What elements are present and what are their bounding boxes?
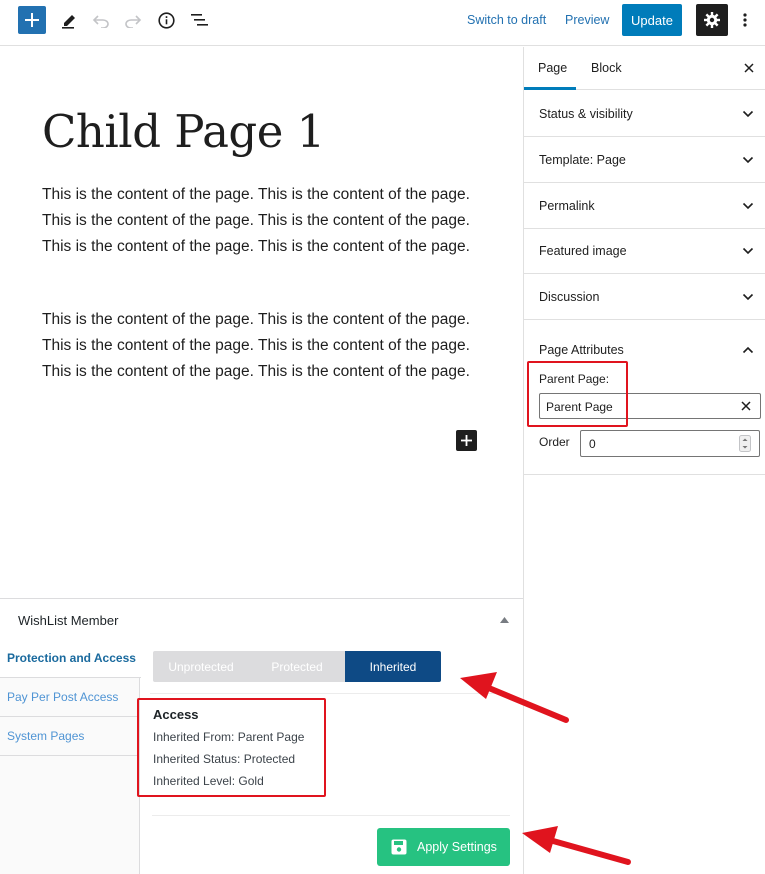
switch-to-draft-link[interactable]: Switch to draft [467, 13, 547, 27]
pencil-icon [61, 13, 77, 29]
parent-page-value: Parent Page [546, 400, 613, 414]
close-icon[interactable] [742, 61, 756, 75]
spinner-arrows-icon[interactable] [739, 435, 751, 452]
details-button[interactable] [155, 9, 177, 31]
save-icon [391, 839, 407, 855]
panel-label: Discussion [539, 290, 600, 304]
order-input[interactable] [580, 430, 760, 457]
chevron-down-icon [742, 293, 754, 301]
chevron-down-icon [742, 202, 754, 210]
apply-settings-button[interactable] [377, 828, 510, 866]
update-button[interactable]: Update [622, 4, 682, 36]
page-title[interactable]: Child Page 1 [42, 105, 325, 158]
panel-label: Template: Page [539, 153, 626, 167]
divider [152, 815, 510, 816]
parent-page-label: Parent Page: [539, 372, 610, 386]
settings-sidebar [524, 47, 765, 874]
order-label: Order [539, 435, 570, 449]
inherited-option[interactable]: Inherited [345, 651, 441, 682]
nav-pay-per-post[interactable]: Pay Per Post Access [0, 678, 140, 717]
nav-system-pages[interactable]: System Pages [0, 717, 140, 756]
close-icon[interactable] [740, 400, 752, 412]
add-block-button[interactable] [18, 6, 46, 34]
inherited-level: Inherited Level: Gold [153, 774, 264, 788]
protected-option[interactable]: Protected [249, 651, 345, 682]
list-view-icon [191, 13, 208, 27]
metabox-title: WishList Member [18, 613, 119, 628]
list-view-button[interactable] [188, 9, 210, 31]
inherited-from: Inherited From: Parent Page [153, 730, 305, 744]
panel-label: Status & visibility [539, 107, 633, 121]
redo-icon [124, 14, 142, 28]
caret-up-icon[interactable] [500, 617, 509, 623]
panel-permalink[interactable] [524, 183, 765, 229]
panel-label[interactable]: Page Attributes [539, 343, 624, 357]
undo-button[interactable] [90, 10, 112, 32]
paragraph-block[interactable]: This is the content of the page. This is the content of the page. This is the content of the page. This is the content of the page. This is the content of the page. This is the content of the page. [42, 186, 470, 255]
gear-icon [704, 12, 720, 28]
panel-label: Featured image [539, 244, 627, 258]
panel-label: Permalink [539, 199, 595, 213]
nav-protection-access[interactable]: Protection and Access [0, 639, 141, 678]
more-vertical-icon [743, 13, 747, 27]
redo-button[interactable] [122, 10, 144, 32]
protection-toggle [153, 651, 441, 682]
sidebar-tabs [524, 47, 765, 90]
panel-featured-image[interactable] [524, 228, 765, 274]
inherited-status: Inherited Status: Protected [153, 752, 296, 766]
paragraph-block[interactable]: This is the content of the page. This is the content of the page. This is the content of the page. This is the content of the page. This is the content of the page. This is the content of the page. [42, 311, 470, 380]
divider [150, 693, 510, 694]
order-value: 0 [589, 437, 596, 451]
apply-settings-label: Apply Settings [417, 840, 497, 854]
active-tab-indicator [524, 87, 576, 90]
settings-button[interactable] [696, 4, 728, 36]
plus-icon [25, 13, 39, 27]
tab-page[interactable]: Page [538, 61, 568, 75]
chevron-down-icon [742, 110, 754, 118]
tools-button[interactable] [58, 10, 80, 32]
preview-link[interactable]: Preview [565, 13, 610, 27]
chevron-down-icon [742, 247, 754, 255]
tab-block[interactable]: Block [591, 61, 622, 75]
panel-status-visibility[interactable] [524, 91, 765, 137]
panel-discussion[interactable] [524, 274, 765, 320]
inline-add-block-button[interactable] [456, 430, 477, 451]
chevron-down-icon [742, 156, 754, 164]
highlight-box-parent-page [527, 361, 628, 427]
highlight-box-access [137, 698, 326, 797]
chevron-up-icon[interactable] [742, 346, 754, 354]
editor-canvas [0, 47, 523, 598]
unprotected-option[interactable]: Unprotected [153, 651, 249, 682]
wishlist-nav [0, 639, 140, 874]
plus-icon [461, 435, 472, 446]
info-icon [158, 12, 175, 29]
panel-template[interactable] [524, 137, 765, 183]
options-button[interactable] [736, 8, 754, 32]
undo-icon [92, 14, 110, 28]
editor-toolbar [0, 0, 765, 46]
access-heading: Access [153, 707, 199, 722]
